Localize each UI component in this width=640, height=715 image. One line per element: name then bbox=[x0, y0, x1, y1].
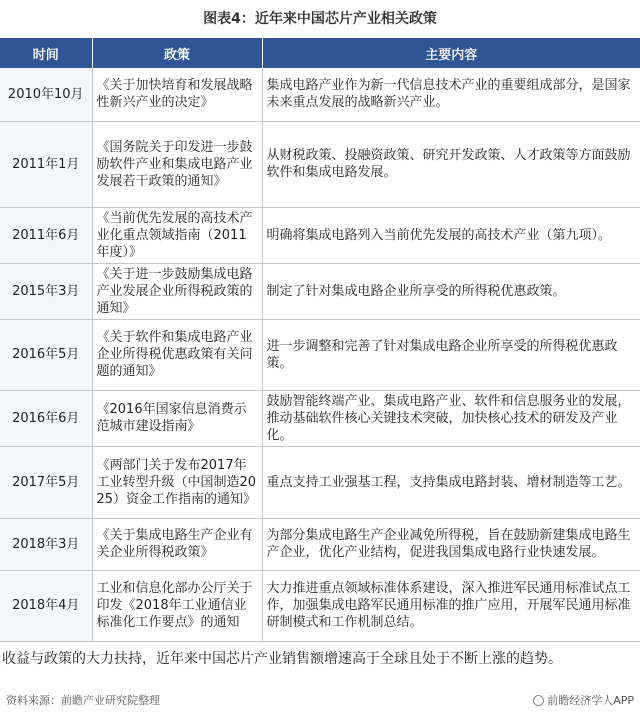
cell-policy: 《国务院关于印发进一步鼓励软件产业和集成电路产业发展若干政策的通知》 bbox=[92, 121, 262, 207]
cell-time: 2018年3月 bbox=[0, 518, 92, 570]
cell-content: 鼓励智能终端产业、集成电路产业、软件和信息服务业的发展，推动基础软件核心关键技术突破，加快核心技术的研发及产业化。 bbox=[262, 390, 640, 446]
cell-time: 2015年3月 bbox=[0, 263, 92, 319]
table-row bbox=[0, 446, 640, 518]
header-time: 时间 bbox=[0, 38, 92, 68]
header-policy: 政策 bbox=[92, 38, 262, 68]
cell-policy: 《2016年国家信息消费示范城市建设指南》 bbox=[92, 390, 262, 446]
table-row bbox=[0, 207, 640, 263]
cell-time: 2011年6月 bbox=[0, 207, 92, 263]
body-paragraph: 收益与政策的大力扶持，近年来中国芯片产业销售额增速高于全球且处于不断上涨的趋势。 bbox=[2, 650, 562, 667]
brand-name: 前瞻经济学人APP bbox=[547, 694, 634, 707]
policy-table bbox=[0, 38, 640, 642]
cell-time: 2010年10月 bbox=[0, 68, 92, 121]
table-row bbox=[0, 68, 640, 121]
table-row bbox=[0, 390, 640, 446]
cell-policy: 《关于进一步鼓励集成电路产业发展企业所得税政策的通知》 bbox=[92, 263, 262, 319]
table-row bbox=[0, 570, 640, 641]
table-row bbox=[0, 319, 640, 390]
cell-content: 明确将集成电路列入当前优先发展的高技术产业（第九项）。 bbox=[262, 207, 640, 263]
cell-content: 重点支持工业强基工程，支持集成电路封装、增材制造等工艺。 bbox=[262, 446, 640, 518]
cell-content: 进一步调整和完善了针对集成电路企业所享受的所得税优惠政策。 bbox=[262, 319, 640, 390]
table-row bbox=[0, 518, 640, 570]
footer bbox=[0, 688, 640, 710]
cell-time: 2018年4月 bbox=[0, 570, 92, 641]
brand-credit bbox=[533, 692, 634, 708]
cell-content: 集成电路产业作为新一代信息技术产业的重要组成部分，是国家未来重点发展的战略新兴产业。 bbox=[262, 68, 640, 121]
cell-policy: 《两部门关于发布2017年工业转型升级（中国制造2025）资金工作指南的通知》 bbox=[92, 446, 262, 518]
cell-time: 2016年5月 bbox=[0, 319, 92, 390]
cell-policy: 《关于集成电路生产企业有关企业所得税政策》 bbox=[92, 518, 262, 570]
cell-policy: 工业和信息化部办公厅关于印发《2018年工业通信业标准化工作要点》的通知 bbox=[92, 570, 262, 641]
source-note: 资料来源：前瞻产业研究院整理 bbox=[6, 694, 160, 707]
cell-content: 制定了针对集成电路企业所享受的所得税优惠政策。 bbox=[262, 263, 640, 319]
cell-policy: 《当前优先发展的高技术产业化重点领域指南（2011年度）》 bbox=[92, 207, 262, 263]
cell-policy: 《关于软件和集成电路产业企业所得税优惠政策有关问题的通知》 bbox=[92, 319, 262, 390]
figure-title: 图表4：近年来中国芯片产业相关政策 bbox=[203, 11, 437, 27]
cell-time: 2011年1月 bbox=[0, 121, 92, 207]
cell-policy: 《关于加快培育和发展战略性新兴产业的决定》 bbox=[92, 68, 262, 121]
cell-content: 大力推进重点领域标准体系建设，深入推进军民通用标准试点工作，加强集成电路军民通用标准的推广应用，开展军民通用标准研制模式和工作机制总结。 bbox=[262, 570, 640, 641]
table-row bbox=[0, 263, 640, 319]
cell-time: 2017年5月 bbox=[0, 446, 92, 518]
table-row bbox=[0, 121, 640, 207]
header-content: 主要内容 bbox=[262, 38, 640, 68]
cell-time: 2016年6月 bbox=[0, 390, 92, 446]
brand-logo-icon bbox=[533, 695, 544, 706]
cell-content: 从财税政策、投融资政策、研究开发政策、人才政策等方面鼓励软件和集成电路发展。 bbox=[262, 121, 640, 207]
table-header-row bbox=[0, 38, 640, 68]
cell-content: 为部分集成电路生产企业减免所得税，旨在鼓励新建集成电路生产企业，优化产业结构，促进我国集成电路行业快速发展。 bbox=[262, 518, 640, 570]
